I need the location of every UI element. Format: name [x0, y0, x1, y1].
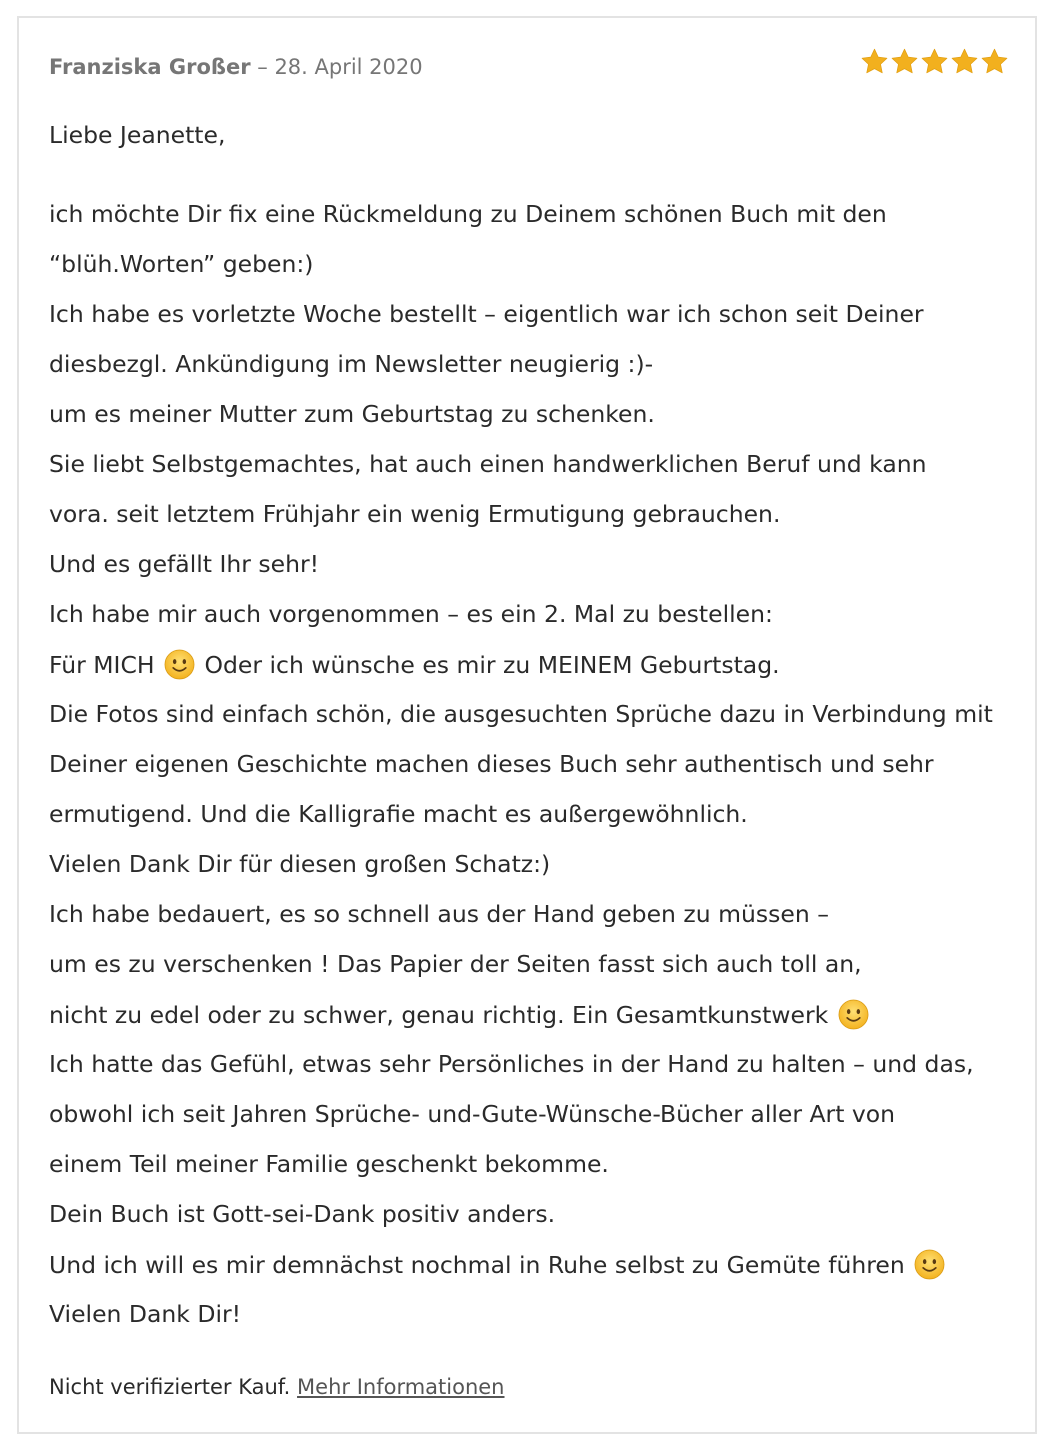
- review-line: ermutigend. Und die Kalligrafie macht es außergewöhnlich.: [49, 800, 748, 828]
- review-line: vora. seit letztem Frühjahr ein wenig Ermutigung gebrauchen.: [49, 500, 781, 528]
- review-card: [17, 16, 1037, 1434]
- review-greeting: Liebe Jeanette,: [49, 121, 226, 149]
- review-line: Dein Buch ist Gott-sei-Dank positiv anders.: [49, 1200, 556, 1228]
- review-line: Vielen Dank Dir für diesen großen Schatz:): [49, 850, 551, 878]
- review-line: einem Teil meiner Familie geschenkt bekomme.: [49, 1150, 609, 1178]
- review-line: obwohl ich seit Jahren Sprüche- und-Gute-Wünsche-Bücher aller Art von: [49, 1100, 896, 1128]
- review-author: Franziska Großer: [49, 55, 251, 79]
- review-line: Und es gefällt Ihr sehr!: [49, 550, 320, 578]
- review-line: Ich habe bedauert, es so schnell aus der Hand geben zu müssen –: [49, 900, 829, 928]
- review-meta: [49, 52, 423, 82]
- smiley-icon: [838, 999, 869, 1030]
- star-icon: [920, 47, 949, 76]
- review-line: Ich hatte das Gefühl, etwas sehr Persönliches in der Hand zu halten – und das,: [49, 1050, 974, 1078]
- review-line: Ich habe es vorletzte Woche bestellt – eigentlich war ich schon seit Deiner: [49, 300, 924, 328]
- review-line: um es meiner Mutter zum Geburtstag zu schenken.: [49, 400, 655, 428]
- smiley-icon: [914, 1249, 945, 1280]
- review-line: “blüh.Worten” geben:): [49, 250, 314, 278]
- review-line-mich: [49, 649, 780, 680]
- review-line: Vielen Dank Dir!: [49, 1300, 242, 1328]
- star-icon: [890, 47, 919, 76]
- review-date: 28. April 2020: [274, 55, 423, 79]
- review-footer: [49, 1372, 505, 1402]
- review-line-text: Oder ich wünsche es mir zu MEINEM Geburtstag.: [204, 651, 780, 679]
- star-icon: [860, 47, 889, 76]
- purchase-status: Nicht verifizierter Kauf.: [49, 1375, 291, 1399]
- smiley-icon: [164, 649, 195, 680]
- review-line: um es zu verschenken ! Das Papier der Seiten fasst sich auch toll an,: [49, 950, 862, 978]
- review-line-text: Und ich will es mir demnächst nochmal in Ruhe selbst zu Gemüte führen: [49, 1251, 905, 1279]
- review-line: Sie liebt Selbstgemachtes, hat auch einen handwerklichen Beruf und kann: [49, 450, 927, 478]
- review-line-text: Für MICH: [49, 651, 155, 679]
- review-line: diesbezgl. Ankündigung im Newsletter neugierig :)-: [49, 350, 654, 378]
- review-line: Ich habe mir auch vorgenommen – es ein 2. Mal zu bestellen:: [49, 600, 773, 628]
- review-line: Deiner eigenen Geschichte machen dieses Buch sehr authentisch und sehr: [49, 750, 934, 778]
- star-icon: [980, 47, 1009, 76]
- review-line: ich möchte Dir fix eine Rückmeldung zu Deinem schönen Buch mit den: [49, 200, 887, 228]
- review-line: Die Fotos sind einfach schön, die ausgesuchten Sprüche dazu in Verbindung mit: [49, 700, 993, 728]
- review-line-gemuete: [49, 1249, 947, 1280]
- meta-separator: –: [250, 55, 275, 79]
- star-icon: [950, 47, 979, 76]
- review-line-text: nicht zu edel oder zu schwer, genau richtig. Ein Gesamtkunstwerk: [49, 1001, 829, 1029]
- more-info-link[interactable]: Mehr Informationen: [297, 1375, 505, 1399]
- star-rating: [860, 47, 1009, 76]
- review-line-kunstwerk: [49, 999, 871, 1030]
